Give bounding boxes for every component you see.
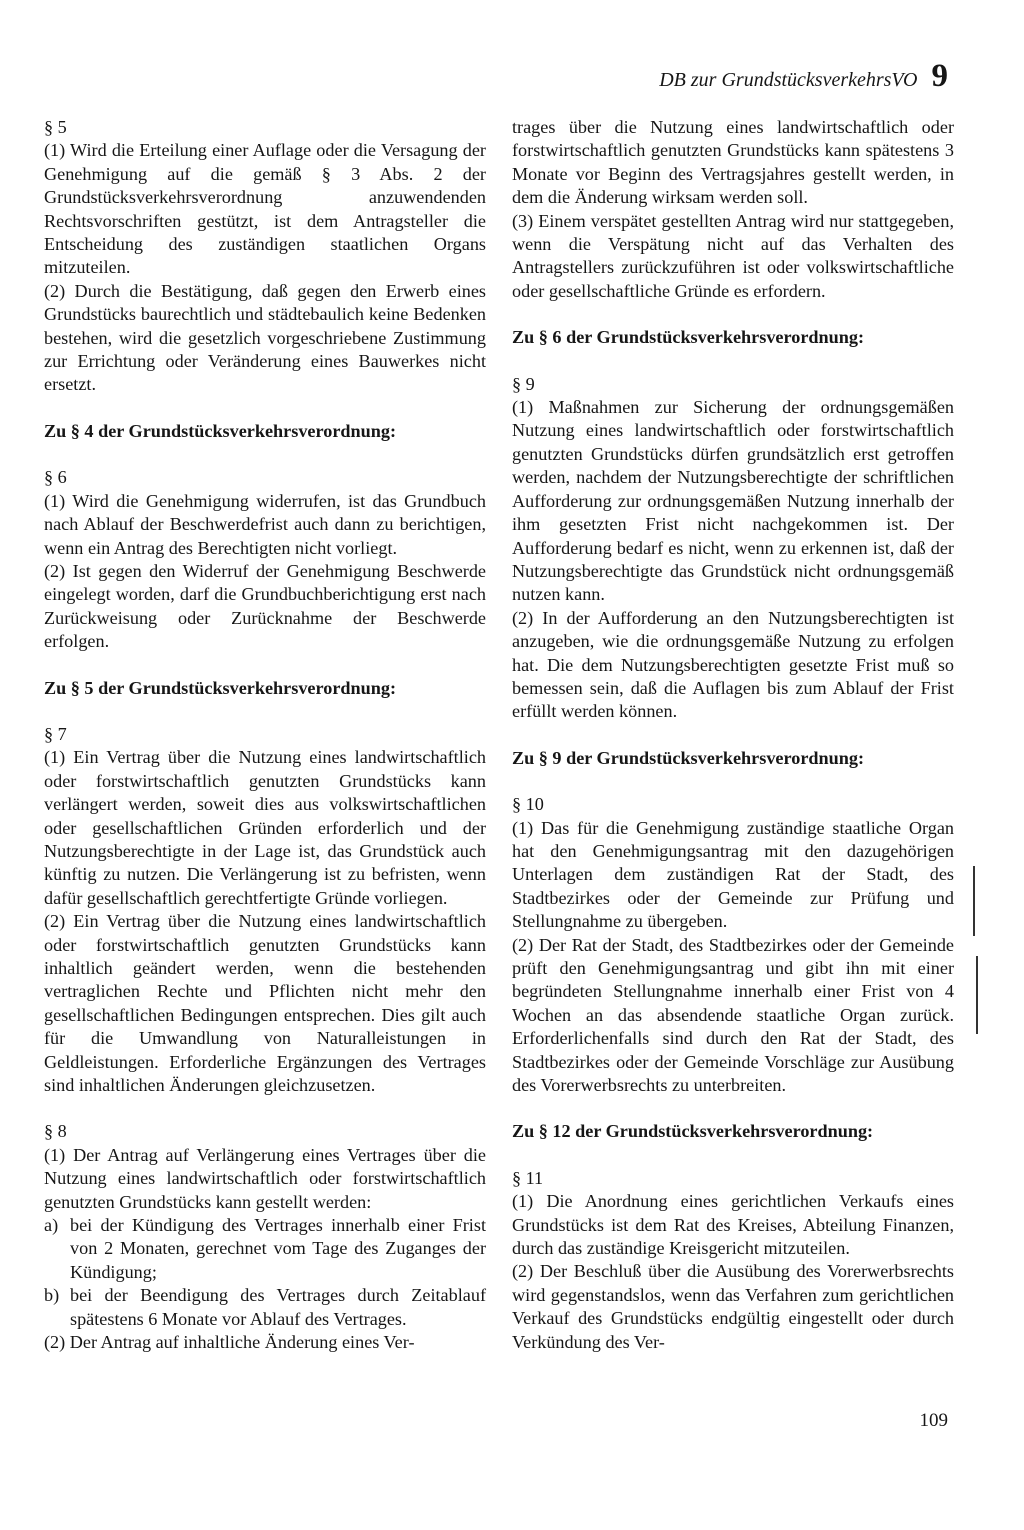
- section-7-paragraph-1: (1) Ein Vertrag über die Nutzung eines landwirtschaftlich oder forstwirtschaftlich genutzten Grundstücks kann verlängert werden, soweit dies aus volkswirtschaftlichen oder gesellschaftlichen Gründen erforderlich und der Nutzungsberechtigte in der Lage ist, das Grundstück auch künftig zu nutzen. Die Verlängerung ist zu befristen, wenn dafür gesellschaftlich gerechtfertigte Gründe vorliegen.: [44, 747, 486, 908]
- section-7-title: § 7: [44, 723, 67, 744]
- section-9-paragraph-2: (2) In der Aufforderung an den Nutzungsberechtigten ist anzugeben, wie die ordnungsgemäße Nutzung zu erfolgen hat. Die dem Nutzungsberechtigten gesetzte Frist muß so bemessen sein, daß die Auflagen bis zum Ablauf der Frist erfüllt werden können.: [512, 607, 954, 722]
- section-9-paragraph-1: (1) Maßnahmen zur Sicherung der ordnungsgemäßen Nutzung eines landwirtschaftlich oder forstwirtschaftlich genutzten Grundstücks dürfen grundsätzlich erst getroffen werden, nachdem der Nutzungsberechtigte der schriftlichen Aufforderung zur ordnungsgemäßen Nutzung innerhalb der ihm gesetzten Frist nicht nachgekommen ist. Der Aufforderung bedarf es nicht, wenn zu erkennen ist, daß der Nutzungsberechtigte das Grundstück nicht ordnungsgemäß nutzen kann.: [512, 397, 954, 605]
- list-item-text: bei der Beendigung des Vertrages durch Zeitablauf spätestens 6 Monate vor Ablauf des Vertrages.: [70, 1285, 486, 1329]
- running-header: [659, 60, 948, 93]
- section-11-paragraph-1: (1) Die Anordnung eines gerichtlichen Verkaufs eines Grundstücks ist dem Rat des Kreises, Abteilung Finanzen, durch das zuständige Kreisgericht mitzuteilen.: [512, 1191, 954, 1259]
- section-8-paragraph-2: (2) Der Antrag auf inhaltliche Änderung eines Ver-: [44, 1332, 415, 1353]
- list-item: [44, 1214, 486, 1284]
- section-6-title: § 6: [44, 467, 67, 488]
- section-8-title: § 8: [44, 1121, 67, 1142]
- section-10-title: § 10: [512, 794, 544, 815]
- heading-zu-4: Zu § 4 der Grundstücksverkehrsverordnung:: [44, 420, 397, 441]
- right-column: [512, 116, 954, 1354]
- list-item: [44, 1284, 486, 1331]
- section-8-paragraph-1: (1) Der Antrag auf Verlängerung eines Vertrages über die Nutzung eines landwirtschaftlich oder forstwirtschaftlich genutzten Grundstücks kann gestellt werden:: [44, 1144, 486, 1212]
- section-10-paragraph-2: (2) Der Rat der Stadt, des Stadtbezirkes oder der Gemeinde prüft den Genehmigungsantrag und gibt ihn mit einer begründeten Stellungnahme innerhalb einer Frist von 4 Wochen an das absendende staatliche Organ zurück. Erforderlichenfalls sind durch den Rat der Stadt, des Stadtbezirkes oder der Gemeinde Vorschläge zur Ausübung des Vorerwerbsrechts zu unterbreiten.: [512, 934, 954, 1096]
- chapter-number: 9: [931, 58, 948, 94]
- heading-zu-12: Zu § 12 der Grundstücksverkehrsverordnung:: [512, 1121, 874, 1142]
- margin-mark: [973, 866, 975, 936]
- section-5-paragraph-1: (1) Wird die Erteilung einer Auflage oder die Versagung der Genehmigung auf die gemäß § 3 Abs. 2 der Grundstücksverkehrsverordnung anzuwendenden Rechtsvorschriften gestützt, ist dem Antragsteller die Entscheidung des zuständigen staatlichen Organs mitzuteilen.: [44, 140, 486, 278]
- section-6-paragraph-2: (2) Ist gegen den Widerruf der Genehmigung Beschwerde eingelegt worden, darf die Grundbuchberichtigung erst nach Zurückweisung oder Zurücknahme der Beschwerde erfolgen.: [44, 560, 486, 652]
- section-9-title: § 9: [512, 373, 535, 394]
- list-marker: b): [44, 1285, 60, 1306]
- page-number: 109: [919, 1410, 948, 1431]
- section-11-title: § 11: [512, 1167, 544, 1188]
- section-10-paragraph-1: (1) Das für die Genehmigung zuständige staatliche Organ hat den Genehmigungsantrag mit den dazugehörigen Unterlagen dem zuständigen Rat der Stadt, des Stadtbezirkes oder der Gemeinde zur Prüfung und Stellungnahme zu übergeben.: [512, 817, 954, 932]
- section-5-paragraph-2: (2) Durch die Bestätigung, daß gegen den Erwerb eines Grundstücks baurechtlich und städtebaulich keine Bedenken bestehen, wird die gesetzlich vorgeschriebene Zustimmung zur Errichtung oder Veränderung eines Bauwerkes nicht ersetzt.: [44, 280, 486, 395]
- heading-zu-9: Zu § 9 der Grundstücksverkehrsverordnung:: [512, 747, 865, 768]
- heading-zu-5: Zu § 5 der Grundstücksverkehrsverordnung:: [44, 677, 397, 698]
- header-title: DB zur GrundstücksverkehrsVO: [659, 69, 918, 91]
- list-marker: a): [44, 1215, 59, 1236]
- heading-zu-6: Zu § 6 der Grundstücksverkehrsverordnung:: [512, 327, 865, 348]
- left-column: [44, 116, 486, 1355]
- section-8-paragraph-3: (3) Einem verspätet gestellten Antrag wird nur stattgegeben, wenn die Verspätung nicht auf das Verhalten des Antragstellers zurückzuführen ist oder volkswirtschaftliche oder gesellschaftliche Gründe es erfordern.: [512, 210, 954, 301]
- margin-mark: [976, 956, 978, 1034]
- section-5-title: § 5: [44, 117, 67, 137]
- section-6-paragraph-1: (1) Wird die Genehmigung widerrufen, ist das Grundbuch nach Ablauf der Beschwerdefrist auch dann zu berichtigen, wenn ein Antrag des Berechtigten nicht vorliegt.: [44, 490, 486, 558]
- list-item-text: bei der Kündigung des Vertrages innerhalb einer Frist von 2 Monaten, gerechnet vom Tage des Zuganges der Kündigung;: [70, 1215, 486, 1282]
- section-8-list: [44, 1214, 486, 1331]
- section-11-paragraph-2: (2) Der Beschluß über die Ausübung des Vorerwerbsrechts wird gegenstandslos, wenn das Verfahren zum gerichtlichen Verkauf des Grundstücks endgültig eingestellt oder durch Verkündung des Ver-: [512, 1261, 954, 1352]
- section-7-paragraph-2: (2) Ein Vertrag über die Nutzung eines landwirtschaftlich oder forstwirtschaftlich genutzten Grundstücks kann inhaltlich geändert werden, wenn die bestehenden vertraglichen Rechte und Pflichten nicht mehr den gesellschaftlichen Bedingungen entsprechen. Dies gilt auch für die Umwandlung von Naturalleistungen in Geldleistungen. Erforderliche Ergänzungen des Vertrages sind inhaltlichen Änderungen gleichzusetzen.: [44, 911, 486, 1096]
- section-8-continuation: trages über die Nutzung eines landwirtschaftlich oder forstwirtschaftlich genutzten Grundstücks kann spätestens 3 Monate vor Beginn des Vertragsjahres gestellt werden, in dem die Änderung wirksam werden soll.: [512, 117, 954, 208]
